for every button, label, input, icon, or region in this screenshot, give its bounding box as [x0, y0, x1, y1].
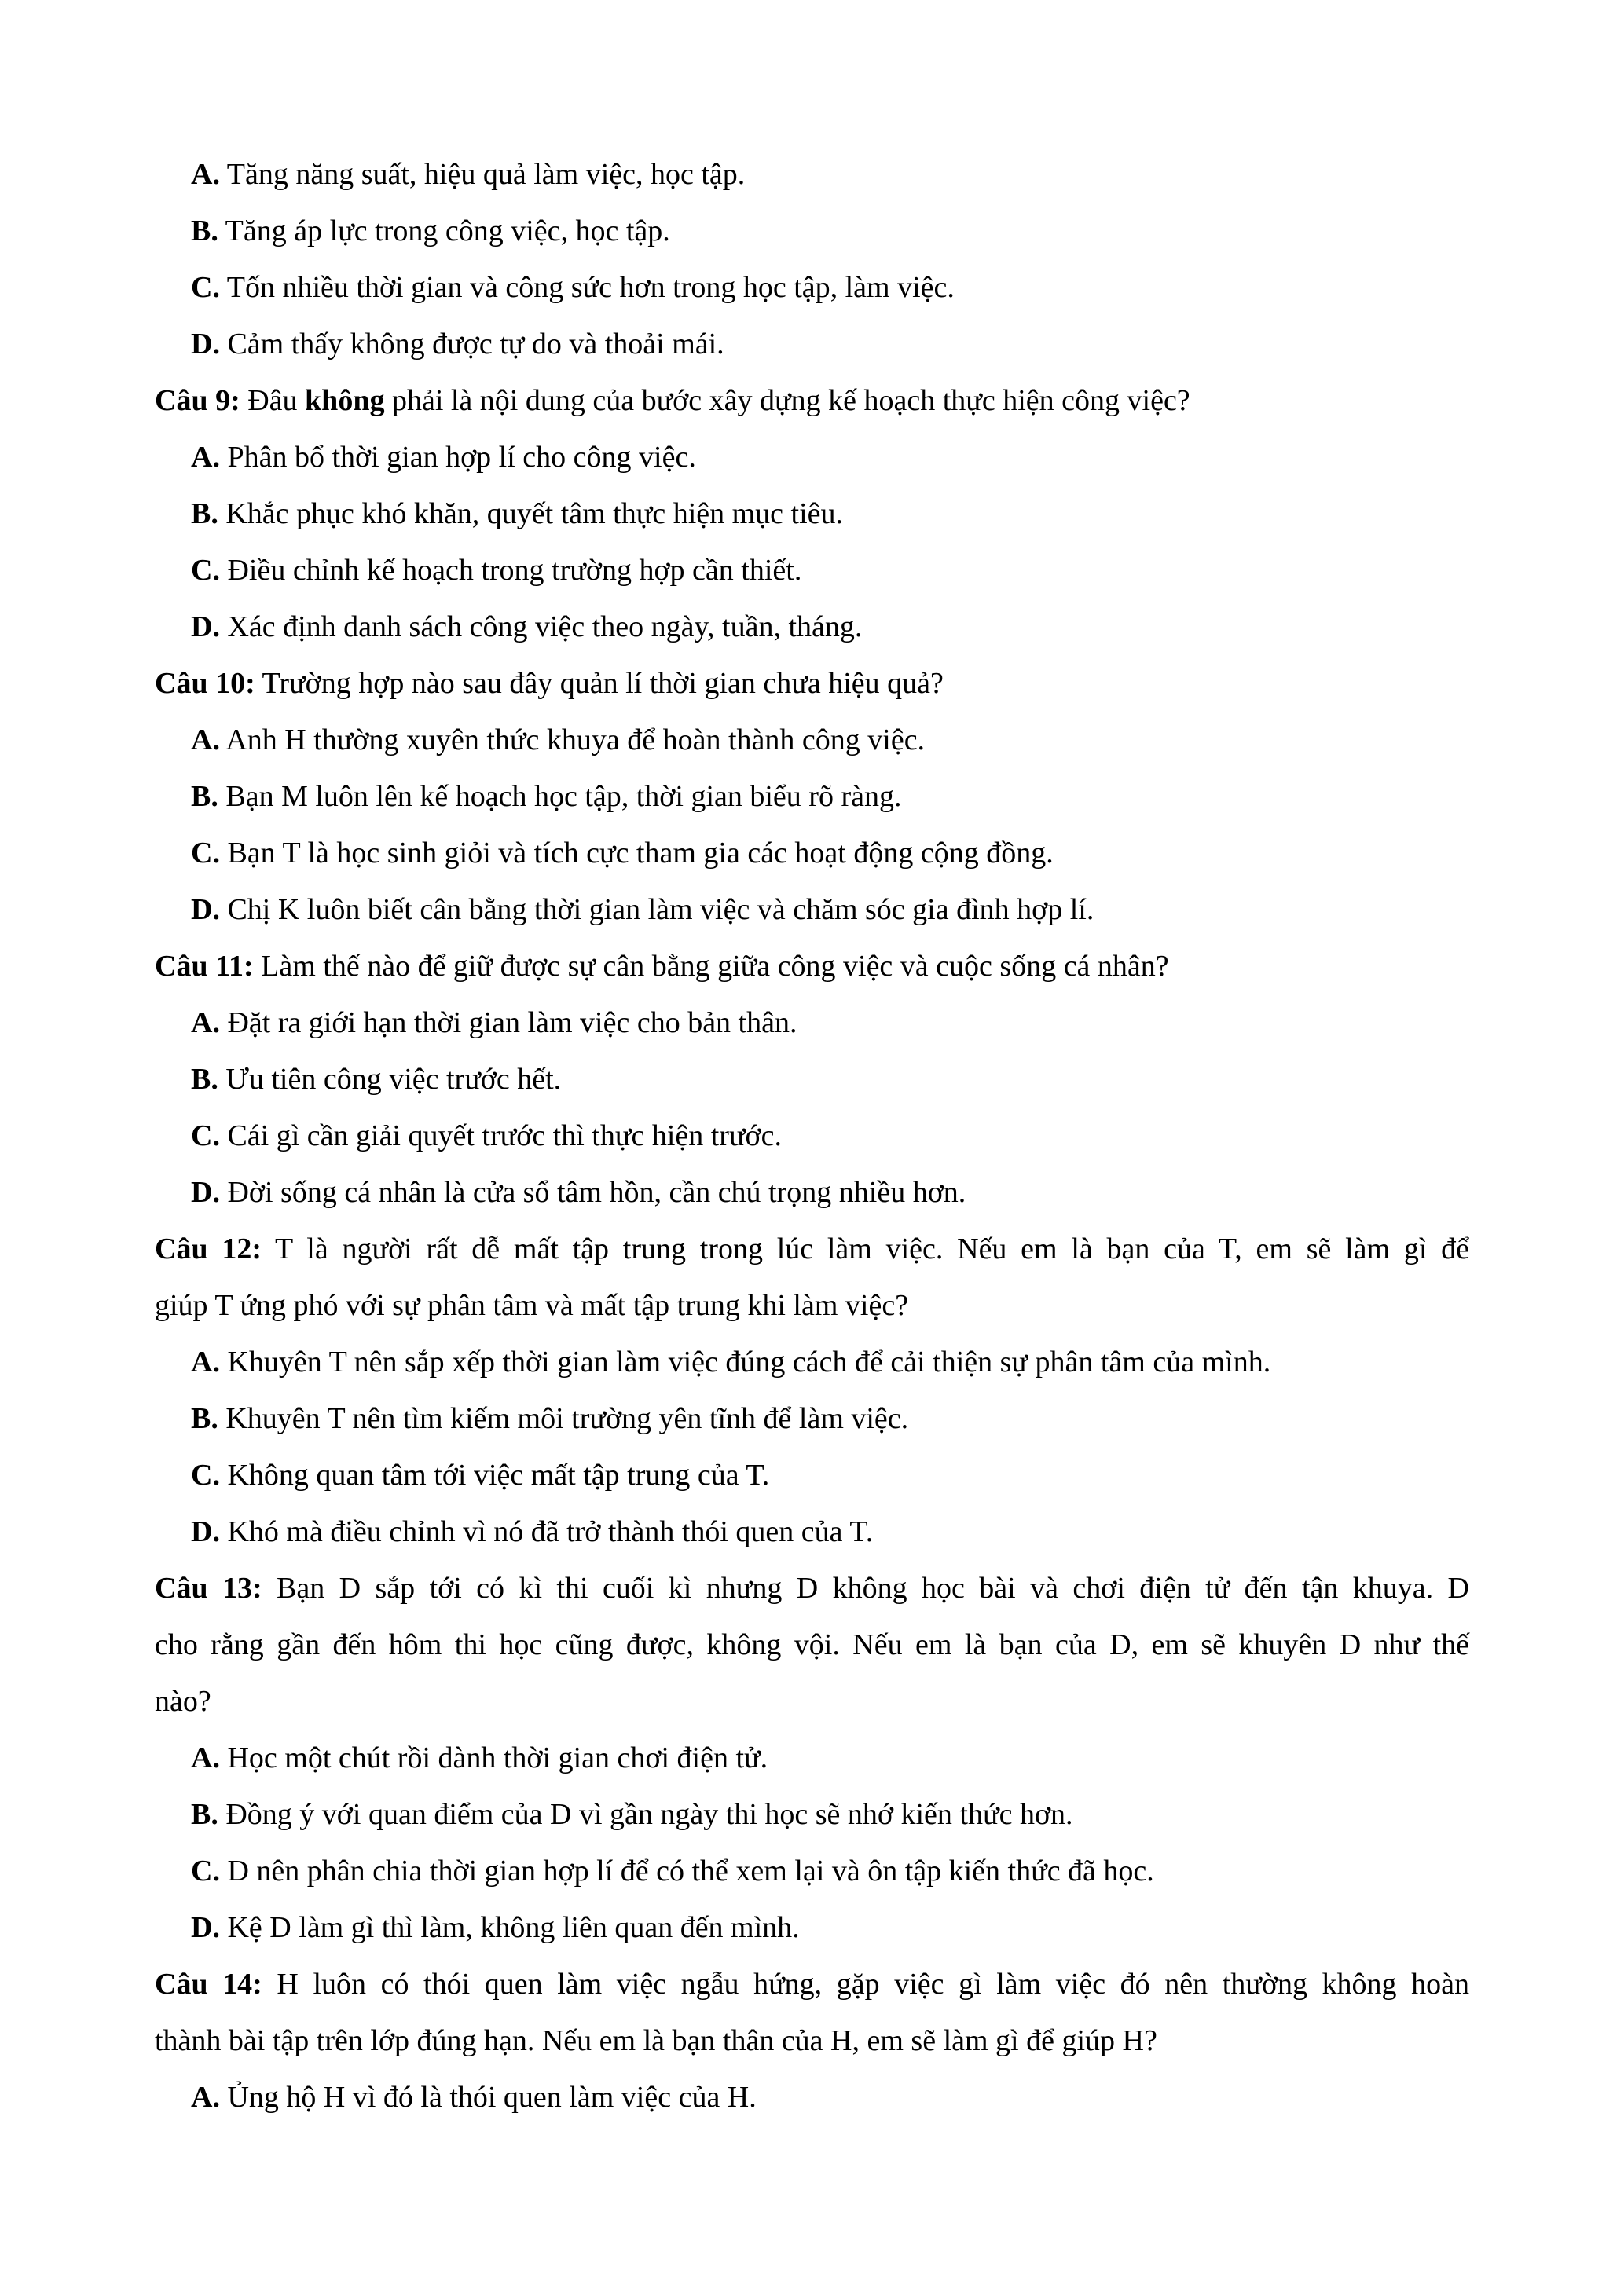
text-lines-container: [155, 146, 1469, 2126]
bold-text-segment: B.: [191, 1063, 218, 1096]
option-line: [155, 146, 1469, 203]
text-segment: Ủng hộ H vì đó là thói quen làm việc của H.: [219, 2081, 757, 2114]
bold-text-segment: Câu 13:: [155, 1572, 262, 1605]
text-segment: Khắc phục khó khăn, quyết tâm thực hiện mục tiêu.: [218, 497, 844, 530]
bold-text-segment: không: [305, 384, 385, 417]
bold-text-segment: C.: [191, 271, 220, 304]
option-line: [155, 1730, 1469, 1786]
bold-text-segment: C.: [191, 1119, 220, 1152]
bold-text-segment: A.: [191, 2081, 220, 2114]
bold-text-segment: C.: [191, 1855, 220, 1888]
text-segment: Không quan tâm tới việc mất tập trung của T.: [219, 1459, 770, 1492]
option-line: [155, 881, 1469, 938]
text-segment: Tốn nhiều thời gian và công sức hơn trong học tập, làm việc.: [219, 271, 955, 304]
text-segment: Đồng ý với quan điểm của D vì gần ngày thi học sẽ nhớ kiến thức hơn.: [218, 1798, 1073, 1831]
option-line: [155, 1786, 1469, 1843]
question-line: [155, 1956, 1469, 2012]
bold-text-segment: A.: [191, 441, 220, 474]
bold-text-segment: C.: [191, 554, 220, 587]
text-segment: D nên phân chia thời gian hợp lí để có thể xem lại và ôn tập kiến thức đã học.: [219, 1855, 1154, 1888]
bold-text-segment: Câu 14:: [155, 1968, 262, 2001]
question-line: [155, 938, 1469, 994]
text-segment: Xác định danh sách công việc theo ngày, tuần, tháng.: [219, 610, 863, 643]
bold-text-segment: D.: [191, 1515, 220, 1548]
text-segment: Phân bổ thời gian hợp lí cho công việc.: [219, 441, 696, 474]
bold-text-segment: Câu 10:: [155, 667, 255, 700]
option-line: [155, 1843, 1469, 1899]
bold-text-segment: A.: [191, 1006, 220, 1039]
text-segment: Học một chút rồi dành thời gian chơi điện tử.: [219, 1741, 768, 1774]
text-segment: Khó mà điều chỉnh vì nó đã trở thành thói quen của T.: [219, 1515, 874, 1548]
bold-text-segment: Câu 12:: [155, 1232, 262, 1265]
text-segment: Cảm thấy không được tự do và thoải mái.: [219, 328, 724, 361]
text-segment: Kệ D làm gì thì làm, không liên quan đến mình.: [219, 1911, 800, 1944]
option-line: [155, 1447, 1469, 1503]
text-segment: cho rằng gần đến hôm thi học cũng được, không vội. Nếu em là bạn của D, em sẽ khuyên D như thế: [155, 1628, 1469, 1661]
text-segment: Trường hợp nào sau đây quản lí thời gian chưa hiệu quả?: [255, 667, 944, 700]
bold-text-segment: B.: [191, 780, 218, 813]
option-line: [155, 599, 1469, 655]
bold-text-segment: D.: [191, 328, 220, 361]
option-line: [155, 768, 1469, 825]
option-line: [155, 485, 1469, 542]
text-line: [155, 1277, 1469, 1334]
text-segment: Làm thế nào để giữ được sự cân bằng giữa công việc và cuộc sống cá nhân?: [253, 950, 1169, 983]
option-line: [155, 542, 1469, 599]
bold-text-segment: D.: [191, 893, 220, 926]
text-segment: Tăng áp lực trong công việc, học tập.: [218, 214, 670, 247]
question-line: [155, 655, 1469, 712]
option-line: [155, 203, 1469, 259]
text-segment: H luôn có thói quen làm việc ngẫu hứng, gặp việc gì làm việc đó nên thường không hoàn: [262, 1968, 1470, 2001]
text-line: [155, 1617, 1469, 1673]
text-segment: Khuyên T nên tìm kiếm môi trường yên tĩnh để làm việc.: [218, 1402, 909, 1435]
option-line: [155, 259, 1469, 316]
option-line: [155, 1390, 1469, 1447]
bold-text-segment: D.: [191, 1176, 220, 1209]
option-line: [155, 429, 1469, 485]
option-line: [155, 2069, 1469, 2126]
text-segment: T là người rất dễ mất tập trung trong lúc làm việc. Nếu em là bạn của T, em sẽ làm gì để: [261, 1232, 1469, 1265]
text-line: [155, 1673, 1469, 1730]
text-segment: Khuyên T nên sắp xếp thời gian làm việc đúng cách để cải thiện sự phân tâm của mình.: [219, 1346, 1271, 1379]
bold-text-segment: B.: [191, 1402, 218, 1435]
text-segment: Điều chỉnh kế hoạch trong trường hợp cần thiết.: [219, 554, 802, 587]
text-segment: Tăng năng suất, hiệu quả làm việc, học tập.: [219, 158, 746, 191]
text-segment: Cái gì cần giải quyết trước thì thực hiện trước.: [219, 1119, 783, 1152]
bold-text-segment: A.: [191, 1741, 220, 1774]
option-line: [155, 1503, 1469, 1560]
text-segment: Đời sống cá nhân là cửa sổ tâm hồn, cần chú trọng nhiều hơn.: [219, 1176, 966, 1209]
text-segment: nào?: [155, 1685, 211, 1718]
question-line: [155, 372, 1469, 429]
text-segment: Đâu: [240, 384, 306, 417]
text-segment: Bạn T là học sinh giỏi và tích cực tham gia các hoạt động cộng đồng.: [219, 837, 1054, 870]
option-line: [155, 994, 1469, 1051]
bold-text-segment: D.: [191, 610, 220, 643]
bold-text-segment: B.: [191, 1798, 218, 1831]
bold-text-segment: C.: [191, 1459, 220, 1492]
text-segment: Đặt ra giới hạn thời gian làm việc cho bản thân.: [219, 1006, 797, 1039]
text-segment: phải là nội dung của bước xây dựng kế hoạch thực hiện công việc?: [384, 384, 1190, 417]
bold-text-segment: A.: [191, 723, 220, 756]
bold-text-segment: A.: [191, 158, 220, 191]
text-segment: Bạn D sắp tới có kì thi cuối kì nhưng D không học bài và chơi điện tử đến tận khuya. D: [262, 1572, 1469, 1605]
bold-text-segment: D.: [191, 1911, 220, 1944]
text-segment: Bạn M luôn lên kế hoạch học tập, thời gian biểu rõ ràng.: [218, 780, 902, 813]
question-line: [155, 1221, 1469, 1277]
text-segment: giúp T ứng phó với sự phân tâm và mất tập trung khi làm việc?: [155, 1289, 909, 1322]
text-segment: Chị K luôn biết cân bằng thời gian làm việc và chăm sóc gia đình hợp lí.: [219, 893, 1094, 926]
bold-text-segment: B.: [191, 214, 218, 247]
text-segment: Anh H thường xuyên thức khuya để hoàn thành công việc.: [219, 723, 926, 756]
bold-text-segment: A.: [191, 1346, 220, 1379]
bold-text-segment: Câu 11:: [155, 950, 254, 983]
question-line: [155, 1560, 1469, 1617]
option-line: [155, 1334, 1469, 1390]
bold-text-segment: B.: [191, 497, 218, 530]
option-line: [155, 712, 1469, 768]
option-line: [155, 825, 1469, 881]
option-line: [155, 1164, 1469, 1221]
text-line: [155, 2012, 1469, 2069]
bold-text-segment: C.: [191, 837, 220, 870]
bold-text-segment: Câu 9:: [155, 384, 240, 417]
option-line: [155, 1899, 1469, 1956]
option-line: [155, 1051, 1469, 1108]
option-line: [155, 1108, 1469, 1164]
option-line: [155, 316, 1469, 372]
text-segment: Ưu tiên công việc trước hết.: [218, 1063, 562, 1096]
text-segment: thành bài tập trên lớp đúng hạn. Nếu em là bạn thân của H, em sẽ làm gì để giúp H?: [155, 2024, 1157, 2057]
